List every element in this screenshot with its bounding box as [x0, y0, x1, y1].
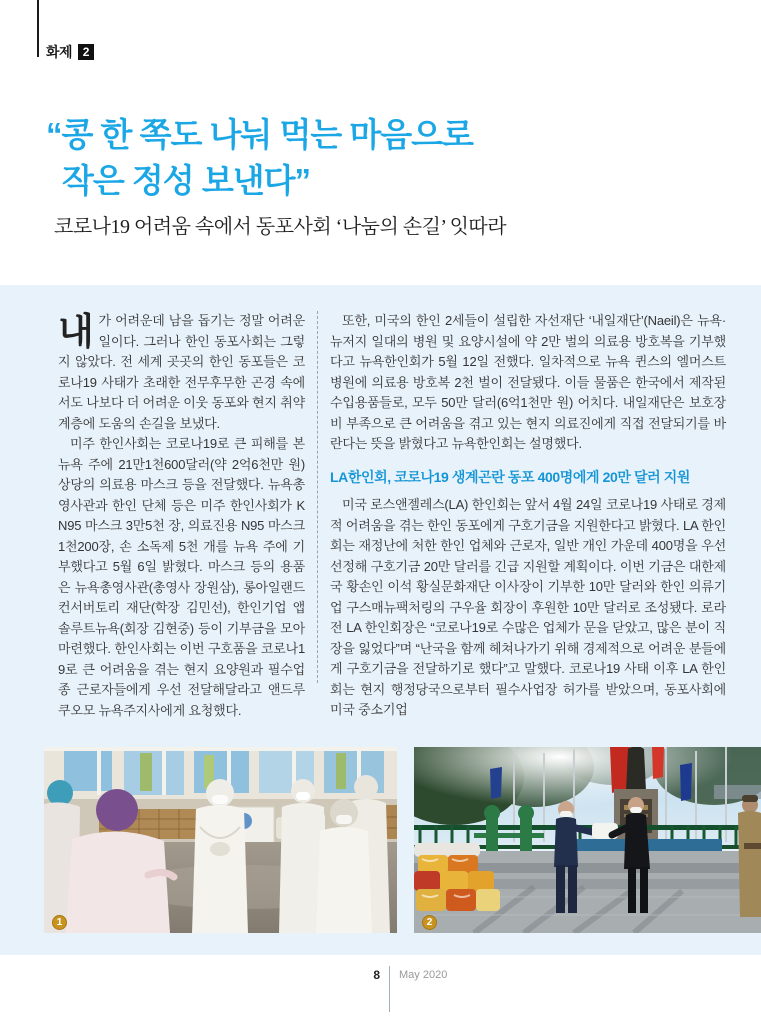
red-flag-2 [652, 747, 664, 779]
column-left [58, 311, 305, 721]
headline-line-1: “콩 한 쪽도 나눠 먹는 마음으로 [46, 116, 473, 153]
paragraph-2: 미주 한인사회는 코로나19로 큰 피해를 본 뉴욕 주에 21만1천600달러(약 2억6천만 원) 상당의 의료용 마스크 등을 전달했다. 뉴욕총영사관과 한인 단체 등은 미주 한인사회가 KN95 마스크 3만5천 장, 의료진용 N95 마스크 1천200장, 손 소독제 5천 개를 뉴욕 주에 기부했다고 5월 6일 밝혔다. 마스크 등의 용품은 뉴욕총영사관(총영사 장원삼), 롱아일랜드 컨서버토리 재단(학장 김민선), 한인기업 앱솔루트뉴욕(회장 김현중) 등이 기부금을 모아 마련했다. 한인사회는 이번 구호품을 코로나19로 큰 어려움을 겪는 현지 요양원과 필수업종 근로자들에게 우선 전달해달라고 앤드루 쿠오모 뉴욕주지사에게 요청했다. [58, 436, 305, 718]
drop-cap: 내 [58, 311, 94, 352]
blue-flag-2 [490, 767, 502, 799]
footer-divider [389, 966, 390, 1012]
article-columns [50, 311, 726, 721]
page-number: 8 [373, 968, 380, 982]
photo-2 [414, 747, 761, 933]
photo-1 [44, 747, 397, 933]
paragraph-1: 가 어려운데 남을 돕기는 정말 어려운 일이다. 그러나 한인 동포사회는 그렇지 않았다. 전 세계 곳곳의 한인 동포들은 코로나19 사태가 초래한 전무후무한 곤경 속에서도 나보다 더 어려운 이웃 동포와 현지 취약계층에 도움의 손길을 보냈다. [58, 313, 305, 431]
headline-line-2: 작은 정성 보낸다” [62, 162, 310, 199]
column-divider [317, 311, 318, 683]
photo-2-monument-scene [414, 747, 761, 933]
photo-1-warehouse-scene [44, 747, 397, 933]
photo-1-badge: 1 [52, 915, 67, 930]
section-heading: LA한인회, 코로나19 생계곤란 동포 400명에게 20만 달러 지원 [330, 468, 690, 485]
headline [46, 112, 473, 204]
column-right [330, 311, 726, 721]
blue-flag [680, 763, 692, 801]
photo-row [44, 747, 761, 933]
issue-date: May 2020 [399, 969, 448, 981]
photo-2-badge: 2 [422, 915, 437, 930]
kicker [46, 42, 94, 62]
subtitle: 코로나19 어려움 속에서 동포사회 ‘나눔의 손길’ 잇따라 [54, 216, 507, 238]
paragraph-4: 미국 로스앤젤레스(LA) 한인회는 앞서 4월 24일 코로나19 사태로 경제적 어려움을 겪는 한인 동포에게 구호기금을 지원한다고 밝혔다. LA 한인회는 재정난에 처한 한인 업체와 근로자, 일반 개인 가운데 400명을 우선 선정해 구호기금 20만 달러를 긴급 지원할 계획이다. 이번 기금은 대한제국 황손인 이석 황실문화재단 이사장이 기부한 10만 달러와 한인 의류기업 구스매뉴팩처링의 구우율 회장이 후원한 10만 달러로 조성됐다. 로라 전 LA 한인회장은 “코로나19로 수많은 업체가 문을 닫았고, 많은 분이 직장을 잃었다”며 “난국을 함께 헤쳐나가기 위해 경제적으로 어려운 분들에게 구호기금을 전달하기로 했다”고 말했다. 코로나19 사태 이후 LA 한인회는 현지 행정당국으로부터 필수사업장 허가를 받았으며, 동포사회에 미국 중소기업 [330, 497, 726, 717]
kicker-label: 화제 [46, 44, 73, 60]
guard [738, 795, 761, 917]
article-box [0, 285, 761, 955]
kicker-number-badge: 2 [78, 44, 94, 60]
paragraph-3: 또한, 미국의 한인 2세들이 설립한 자선재단 ‘내일재단’(Naeil)은 뉴욕·뉴저지 일대의 병원 및 요양시설에 약 2만 벌의 의료용 방호복을 기부했다고 뉴욕한인회가 5월 12일 전했다. 일차적으로 뉴욕 퀸스의 엘머스트 병원에 의료용 방호복 2천 벌이 전달됐다. 이들 물품은 한국에서 제작된 수입용품들로, 모두 50만 달러(6억1천만 원) 어치다. 내일재단은 보호장비 부족으로 큰 어려움을 겪고 있는 현지 의료진에게 직접 전달되기를 바란다는 뜻을 밝혔다고 뉴욕한인회는 설명했다. [330, 313, 726, 451]
kicker-rule [37, 0, 39, 57]
